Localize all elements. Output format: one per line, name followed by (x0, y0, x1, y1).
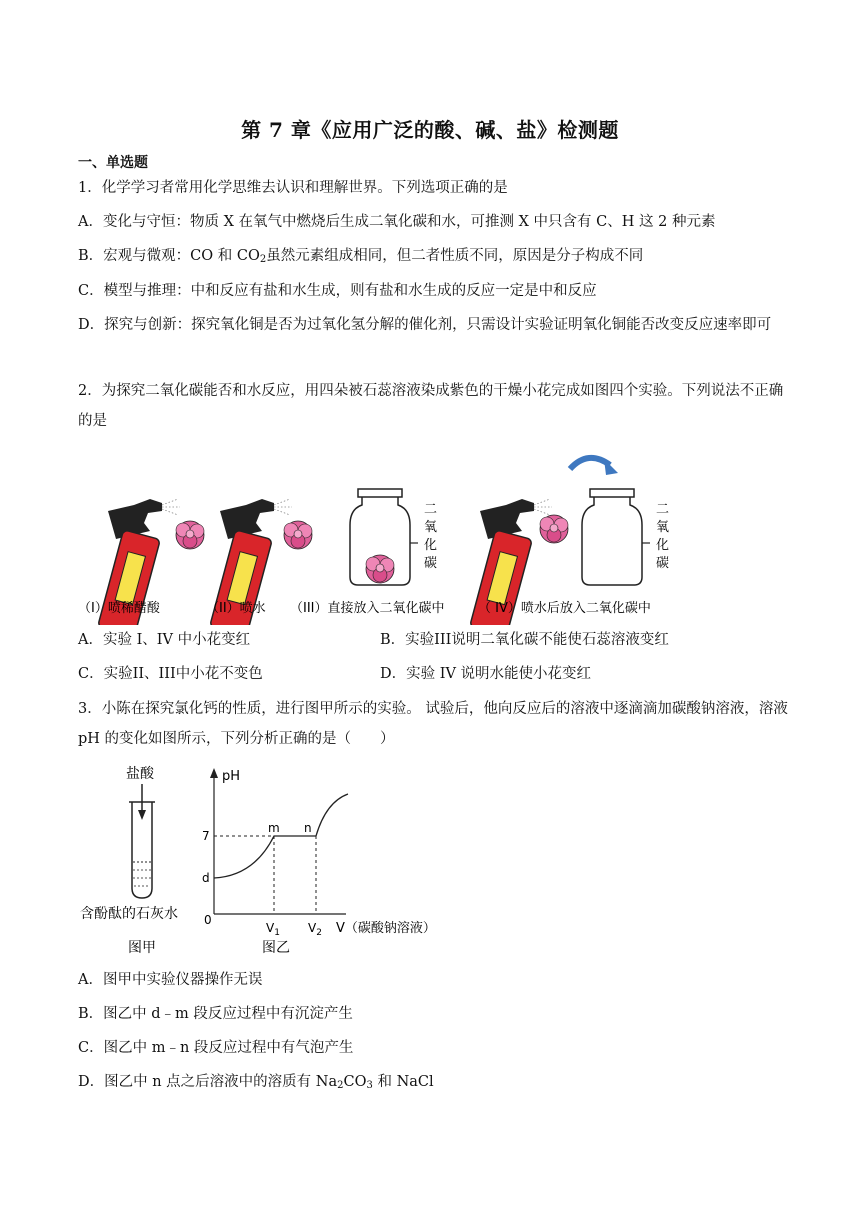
q3-stem: 3．小陈在探究氯化钙的性质，进行图甲所示的实验。 试验后，他向反应后的溶液中逐滴滴加碳酸钠溶液，溶液 pH 的变化如图所示，下列分析正确的是（ ） (78, 701, 788, 747)
q3-figure (78, 762, 458, 962)
jar1-label-2: 氧 (424, 520, 438, 535)
fig-jia-caption: 图甲 (128, 940, 156, 956)
jar1-label-4: 碳 (424, 556, 438, 571)
flower-icon-2 (284, 521, 312, 549)
fig-yi-caption: 图乙 (262, 940, 290, 956)
jar1-label-1: 二 (424, 502, 438, 517)
fig-label-1: （I）喷稀醋酸 (78, 601, 160, 616)
jar2-label-2: 氧 (656, 520, 670, 535)
q1-option-b: B．宏观与微观：CO 和 $CO_2$虽然元素组成相同，但二者性质不同，原因是分子构成不同 (78, 248, 644, 265)
section-heading: 一、单选题 (78, 155, 148, 171)
flower-icon-1 (176, 521, 204, 549)
fig-label-2: （II）喷水 (206, 601, 266, 616)
q2-stem: 2．为探究二氧化碳能否和水反应，用四朵被石蕊溶液染成紫色的干燥小花完成如图四个实验。下列说法不正确的是 (78, 383, 784, 429)
jar2-label-4: 碳 (656, 556, 670, 571)
yd-label: d (202, 871, 210, 885)
n-label: n (304, 821, 312, 835)
fig-label-4: （ IV）喷水后放入二氧化碳中 (478, 601, 651, 616)
limewater-label: 含酚酞的石灰水 (80, 906, 178, 922)
q1-option-a: A．变化与守恒：物质 X 在氧气中燃烧后生成二氧化碳和水，可推测 X 中只含有 C、H 这 2 种元素 (78, 214, 716, 230)
jar1-label-3: 化 (424, 538, 438, 553)
flower-icon-3 (366, 555, 394, 583)
x-axis-label: V（碳酸钠溶液） (336, 921, 436, 936)
q1-option-d: D．探究与创新：探究氧化铜是否为过氧化氢分解的催化剂，只需设计实验证明氧化铜能否改变反应速率即可 (78, 317, 772, 333)
q2-option-a: A．实验 I、IV 中小花变红 (78, 632, 251, 648)
q3-option-c: C．图乙中 m﹣n 段反应过程中有气泡产生 (78, 1040, 354, 1056)
fig-label-3: （III）直接放入二氧化碳中 (290, 601, 445, 616)
gas-jar-icon-2 (582, 489, 650, 585)
hcl-label: 盐酸 (126, 766, 154, 782)
jar2-label-3: 化 (656, 538, 670, 553)
curved-arrow-icon (570, 458, 610, 469)
jar2-label-1: 二 (656, 502, 670, 517)
q2-figure (78, 445, 698, 625)
q1-option-c: C．模型与推理：中和反应有盐和水生成，则有盐和水生成的反应一定是中和反应 (78, 283, 597, 299)
q2-option-d: D．实验 IV 说明水能使小花变红 (380, 666, 592, 682)
m-label: m (268, 821, 280, 835)
v2-label: $V_2$ (308, 921, 322, 938)
v1-label: $V_1$ (266, 921, 280, 938)
q3-option-d: D．图乙中 n 点之后溶液中的溶质有 $Na_2CO_3$ 和 NaCl (78, 1074, 434, 1091)
ph-label: pH (222, 769, 241, 784)
flower-icon-4 (540, 515, 568, 543)
q2-option-b: B．实验III说明二氧化碳不能使石蕊溶液变红 (380, 632, 669, 648)
q3-option-b: B．图乙中 d﹣m 段反应过程中有沉淀产生 (78, 1006, 353, 1022)
arrow-head-icon (604, 459, 618, 475)
q2-option-c: C．实验II、III中小花不变色 (78, 666, 263, 682)
q1-stem: 1．化学学习者常用化学思维去认识和理解世界。下列选项正确的是 (78, 180, 508, 196)
origin-label: 0 (204, 913, 212, 927)
y7-label: 7 (202, 829, 210, 843)
q3-option-a: A．图甲中实验仪器操作无误 (78, 972, 263, 988)
page-title: 第 7 章《应用广泛的酸、碱、盐》检测题 (241, 118, 619, 142)
